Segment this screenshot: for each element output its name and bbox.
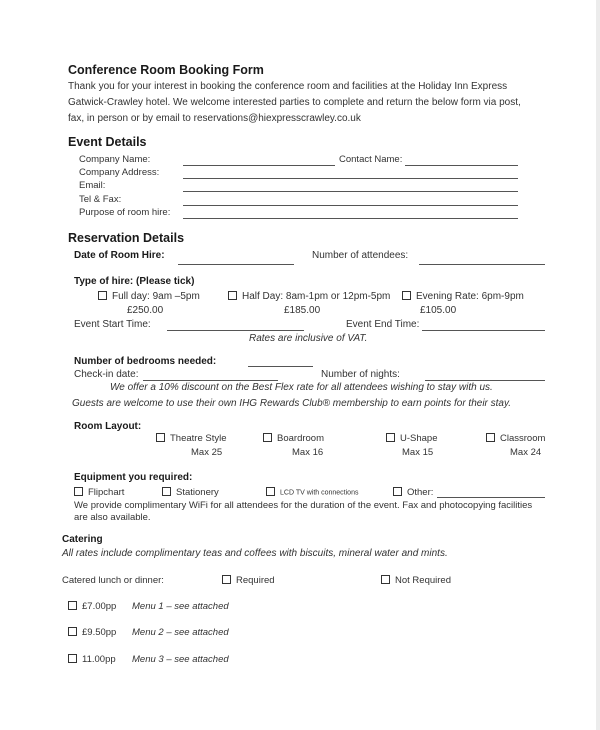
not-required-checkbox[interactable]: [381, 575, 390, 584]
menu3-option[interactable]: [68, 654, 116, 665]
wifi-note: We provide complimentary WiFi for all attendees for the duration of the event. Fax and photocopying facilities are also available.: [74, 500, 533, 523]
other-checkbox[interactable]: [393, 487, 402, 496]
menu3-label: Menu 3 – see attached: [132, 654, 229, 665]
stationery-checkbox[interactable]: [162, 487, 171, 496]
nights-label: Number of nights:: [321, 369, 400, 380]
layout-option-classroom[interactable]: [486, 433, 545, 444]
classroom-checkbox[interactable]: [486, 433, 495, 442]
email-field[interactable]: [183, 191, 518, 192]
bedrooms-field[interactable]: [248, 366, 313, 367]
ushape-max: Max 15: [402, 447, 434, 458]
menu1-label: Menu 1 – see attached: [132, 601, 229, 612]
evening-price: £105.00: [420, 305, 457, 316]
lcd-option[interactable]: [266, 488, 358, 497]
purpose-field[interactable]: [183, 218, 518, 219]
event-details-heading: Event Details: [68, 135, 147, 149]
start-time-field[interactable]: [167, 330, 304, 331]
evening-checkbox[interactable]: [402, 291, 411, 300]
ushape-label: U-Shape: [400, 433, 438, 444]
menu2-label: Menu 2 – see attached: [132, 627, 229, 638]
theatre-label: Theatre Style: [170, 433, 227, 444]
menu2-checkbox[interactable]: [68, 627, 77, 636]
start-time-label: Event Start Time:: [74, 319, 151, 330]
vat-note: Rates are inclusive of VAT.: [249, 333, 368, 344]
other-label: Other:: [407, 487, 434, 498]
boardroom-label: Boardroom: [277, 433, 324, 444]
menu1-checkbox[interactable]: [68, 601, 77, 610]
full-day-label: Full day: 9am –5pm: [112, 291, 200, 302]
menu1-option[interactable]: [68, 601, 116, 612]
contact-name-field[interactable]: [405, 165, 518, 166]
date-of-hire-field[interactable]: [178, 264, 294, 265]
check-in-field[interactable]: [143, 380, 278, 381]
form-title: Conference Room Booking Form: [68, 63, 264, 77]
required-option[interactable]: [222, 575, 275, 586]
menu1-price: £7.00pp: [82, 601, 117, 612]
bedrooms-label: Number of bedrooms needed:: [74, 356, 217, 367]
flipchart-option[interactable]: [74, 487, 124, 498]
layout-option-boardroom[interactable]: [263, 433, 324, 444]
reservation-heading: Reservation Details: [68, 231, 185, 245]
full-day-checkbox[interactable]: [98, 291, 107, 300]
flipchart-label: Flipchart: [88, 487, 125, 498]
required-label: Required: [236, 575, 275, 586]
half-day-option[interactable]: [228, 291, 390, 302]
full-day-option[interactable]: [98, 291, 200, 302]
stationery-option[interactable]: [162, 487, 219, 498]
not-required-label: Not Required: [395, 575, 451, 586]
end-time-label: Event End Time:: [346, 319, 420, 330]
full-day-price: £250.00: [127, 305, 164, 316]
half-day-price: £185.00: [284, 305, 321, 316]
company-name-label: Company Name:: [79, 154, 151, 165]
tel-fax-field[interactable]: [183, 205, 518, 206]
lunch-label: Catered lunch or dinner:: [62, 575, 164, 586]
page-edge: [596, 0, 600, 730]
rewards-note: Guests are welcome to use their own IHG Rewards Club® membership to earn points for their stay.: [72, 398, 512, 409]
contact-name-label: Contact Name:: [339, 154, 403, 165]
type-of-hire-label: Type of hire: (Please tick): [74, 276, 195, 287]
company-address-field[interactable]: [183, 178, 518, 179]
boardroom-max: Max 16: [292, 447, 324, 458]
theatre-checkbox[interactable]: [156, 433, 165, 442]
not-required-option[interactable]: [381, 575, 451, 586]
boardroom-checkbox[interactable]: [263, 433, 272, 442]
date-of-hire-label: Date of Room Hire:: [74, 250, 165, 261]
menu3-price: 11.00pp: [82, 654, 116, 665]
layout-option-ushape[interactable]: [386, 433, 438, 444]
email-label: Email:: [79, 180, 106, 191]
lcd-label: LCD TV with connections: [280, 489, 359, 497]
menu3-checkbox[interactable]: [68, 654, 77, 663]
attendees-label: Number of attendees:: [312, 250, 409, 261]
attendees-field[interactable]: [419, 264, 545, 265]
stationery-label: Stationery: [176, 487, 219, 498]
company-address-label: Company Address:: [79, 167, 160, 178]
lcd-checkbox[interactable]: [266, 487, 275, 496]
check-in-label: Check-in date:: [74, 369, 139, 380]
flipchart-checkbox[interactable]: [74, 487, 83, 496]
purpose-label: Purpose of room hire:: [79, 207, 171, 218]
tel-fax-label: Tel & Fax:: [79, 194, 122, 205]
half-day-label: Half Day: 8am-1pm or 12pm-5pm: [242, 291, 391, 302]
classroom-max: Max 24: [510, 447, 542, 458]
half-day-checkbox[interactable]: [228, 291, 237, 300]
catering-note: All rates include complimentary teas and coffees with biscuits, mineral water and mints.: [62, 548, 448, 559]
menu2-price: £9.50pp: [82, 627, 117, 638]
other-option[interactable]: [393, 487, 433, 498]
room-layout-label: Room Layout:: [74, 421, 142, 432]
ushape-checkbox[interactable]: [386, 433, 395, 442]
menu2-option[interactable]: [68, 627, 116, 638]
layout-option-theatre[interactable]: [156, 433, 227, 444]
end-time-field[interactable]: [422, 330, 545, 331]
company-name-field[interactable]: [183, 165, 335, 166]
form-intro: Thank you for your interest in booking the conference room and facilities at the Holiday Inn Express Gatwick-Crawley hotel. We welcome interested parties to complete and return the below form via post, fax, in person or by email to reservations@hiexpresscrawley.co.uk: [68, 81, 521, 124]
catering-heading: Catering: [62, 534, 103, 545]
theatre-max: Max 25: [191, 447, 223, 458]
discount-note: We offer a 10% discount on the Best Flex rate for all attendees wishing to stay with us.: [110, 382, 493, 393]
evening-option[interactable]: [402, 291, 524, 302]
nights-field[interactable]: [425, 380, 545, 381]
required-checkbox[interactable]: [222, 575, 231, 584]
other-field[interactable]: [437, 497, 545, 498]
evening-label: Evening Rate: 6pm-9pm: [416, 291, 524, 302]
classroom-label: Classroom: [500, 433, 546, 444]
equipment-label: Equipment you required:: [74, 472, 193, 483]
